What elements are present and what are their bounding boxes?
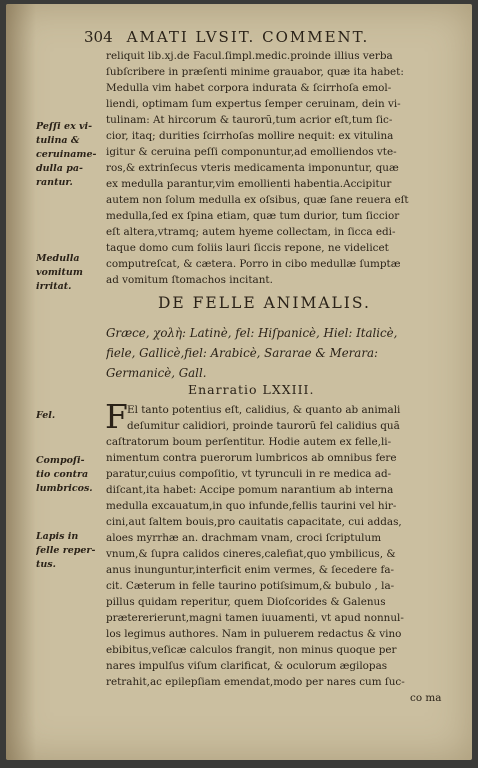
running-title: AMATI LVSIT. COMMENT. — [126, 28, 370, 46]
text-line: autem non ſolum medulla ex oſsibus, quæ ſane reuera eſt — [106, 194, 409, 206]
text-line: cit. Cæterum in felle taurino potiſsimum,& bubulo , la- — [106, 580, 395, 592]
margin-note: lumbricos. — [36, 483, 93, 494]
names-line: Græce, χολὴ: Latinè, fel: Hiſpanicè, Hiel: Italicè, — [106, 326, 398, 340]
text-line: tulinam: At hircorum & taurorũ,tum acrior eſt,tum ſic- — [106, 114, 393, 126]
text-line: pillus quidam reperitur, quem Dioſcorides & Galenus — [106, 596, 386, 608]
text-line: paratur,cuius compoſitio, vt tyrunculi in re medica ad- — [106, 468, 392, 480]
text-line: nares impulſus viſum clarificat, & oculorum ægilopas — [106, 660, 388, 672]
text-line: vnum,& ſupra calidos cineres,calefiat,quo ymbilicus, & — [106, 548, 396, 560]
drop-cap: F — [105, 397, 128, 436]
text-line: liendi, optimam ſum expertus ſemper ceruinam, dein vi- — [106, 98, 401, 110]
text-line: retrahit,ac epilepſiam emendat,modo per nares cum ſuc- — [106, 676, 405, 688]
text-line: caſtratorum boum perſentitur. Hodie autem ex felle,li- — [106, 436, 392, 448]
text-line: diſcant,ita habet: Accipe pomum narantium ab interna — [106, 484, 394, 496]
names-line: fiele, Gallicè,fiel: Arabicè, Sararae & Merara: — [106, 346, 378, 360]
catchword: co ma — [410, 692, 442, 704]
text-line: eſt altera,vtramq; autem hyeme collectam, in ſicca edi- — [106, 226, 396, 238]
text-line: los legimus authores. Nam in puluerem redactus & vino — [106, 628, 402, 640]
margin-note: rantur. — [36, 177, 73, 188]
margin-note: Peſſi ex vi- — [36, 121, 93, 132]
text-line: igitur & ceruina peſſi componuntur,ad emolliendos vte- — [106, 146, 397, 158]
text-line: ex medulla parantur,vim emollienti habentia.Accipitur — [106, 178, 392, 190]
section-title: DE FELLE ANIMALIS. — [158, 294, 371, 312]
text-line: medulla excauatum,in quo infunde,fellis taurini vel hir- — [106, 500, 397, 512]
margin-note: tio contra — [36, 469, 89, 480]
text-line: cini,aut ſaltem bouis,pro cauitatis capacitate, cui addas, — [106, 516, 402, 528]
text-line: computreſcat, & cætera. Porro in cibo medullæ ſumptæ — [106, 258, 401, 270]
text-line: ros,& extrinſecus vteris medicamenta imponuntur, quæ — [106, 162, 399, 174]
margin-note: Medulla — [36, 253, 80, 264]
book-page — [6, 4, 472, 760]
text-line: El tanto potentius eſt, calidius, & quanto ab animali — [127, 404, 401, 416]
text-line: aloes myrrhæ an. drachmam vnam, croci ſcriptulum — [106, 532, 382, 544]
margin-note: tulina & — [36, 135, 80, 146]
text-line: nimentum contra puerorum lumbricos ab omnibus fere — [106, 452, 397, 464]
text-line: anus inunguntur,interficit enim vermes, & ſecedere fa- — [106, 564, 395, 576]
text-line: taque domo cum foliis lauri ſiccis repone, ne videlicet — [106, 242, 389, 254]
text-line: prætererierunt,magni tamen iuuamenti, vt apud nonnul- — [106, 612, 404, 624]
margin-note: tus. — [36, 559, 56, 570]
margin-note: Compoſi- — [36, 455, 85, 466]
text-line: ad vomitum ſtomachos incitant. — [106, 274, 273, 286]
text-line: reliquit lib.xj.de Facul.ſimpl.medic.proinde illius verba — [106, 50, 393, 62]
margin-note: ceruiname- — [36, 149, 97, 160]
text-line: deſumitur calidiori, proinde taurorũ fel calidius quã — [127, 420, 400, 432]
margin-note: dulla pa- — [36, 163, 83, 174]
text-line: Medulla vim habet corpora indurata & ſcirrhoſa emol- — [106, 82, 392, 94]
enarratio-heading: Enarratio LXXIII. — [188, 382, 315, 397]
margin-note: felle reper- — [36, 545, 96, 556]
text-line: ebibitus,veſicæ calculos frangit, non minus quoque per — [106, 644, 397, 656]
gutter-shadow — [6, 4, 36, 760]
text-line: ſubſcribere in præſenti minime grauabor, quæ ita habet: — [106, 66, 404, 78]
margin-note: irritat. — [36, 281, 72, 292]
margin-note: Lapis in — [36, 531, 79, 542]
names-line: Germanicè, Gall. — [106, 366, 207, 380]
margin-note: vomitum — [36, 267, 83, 278]
page-number: 304 — [84, 28, 113, 46]
margin-note: Fel. — [36, 410, 56, 421]
running-head — [84, 28, 424, 50]
text-line: cior, itaq; durities ſcirrhoſas mollire nequit: ex vitulina — [106, 130, 394, 142]
text-line: medulla,ſed ex ſpina etiam, quæ tum durior, tum ſiccior — [106, 210, 400, 222]
